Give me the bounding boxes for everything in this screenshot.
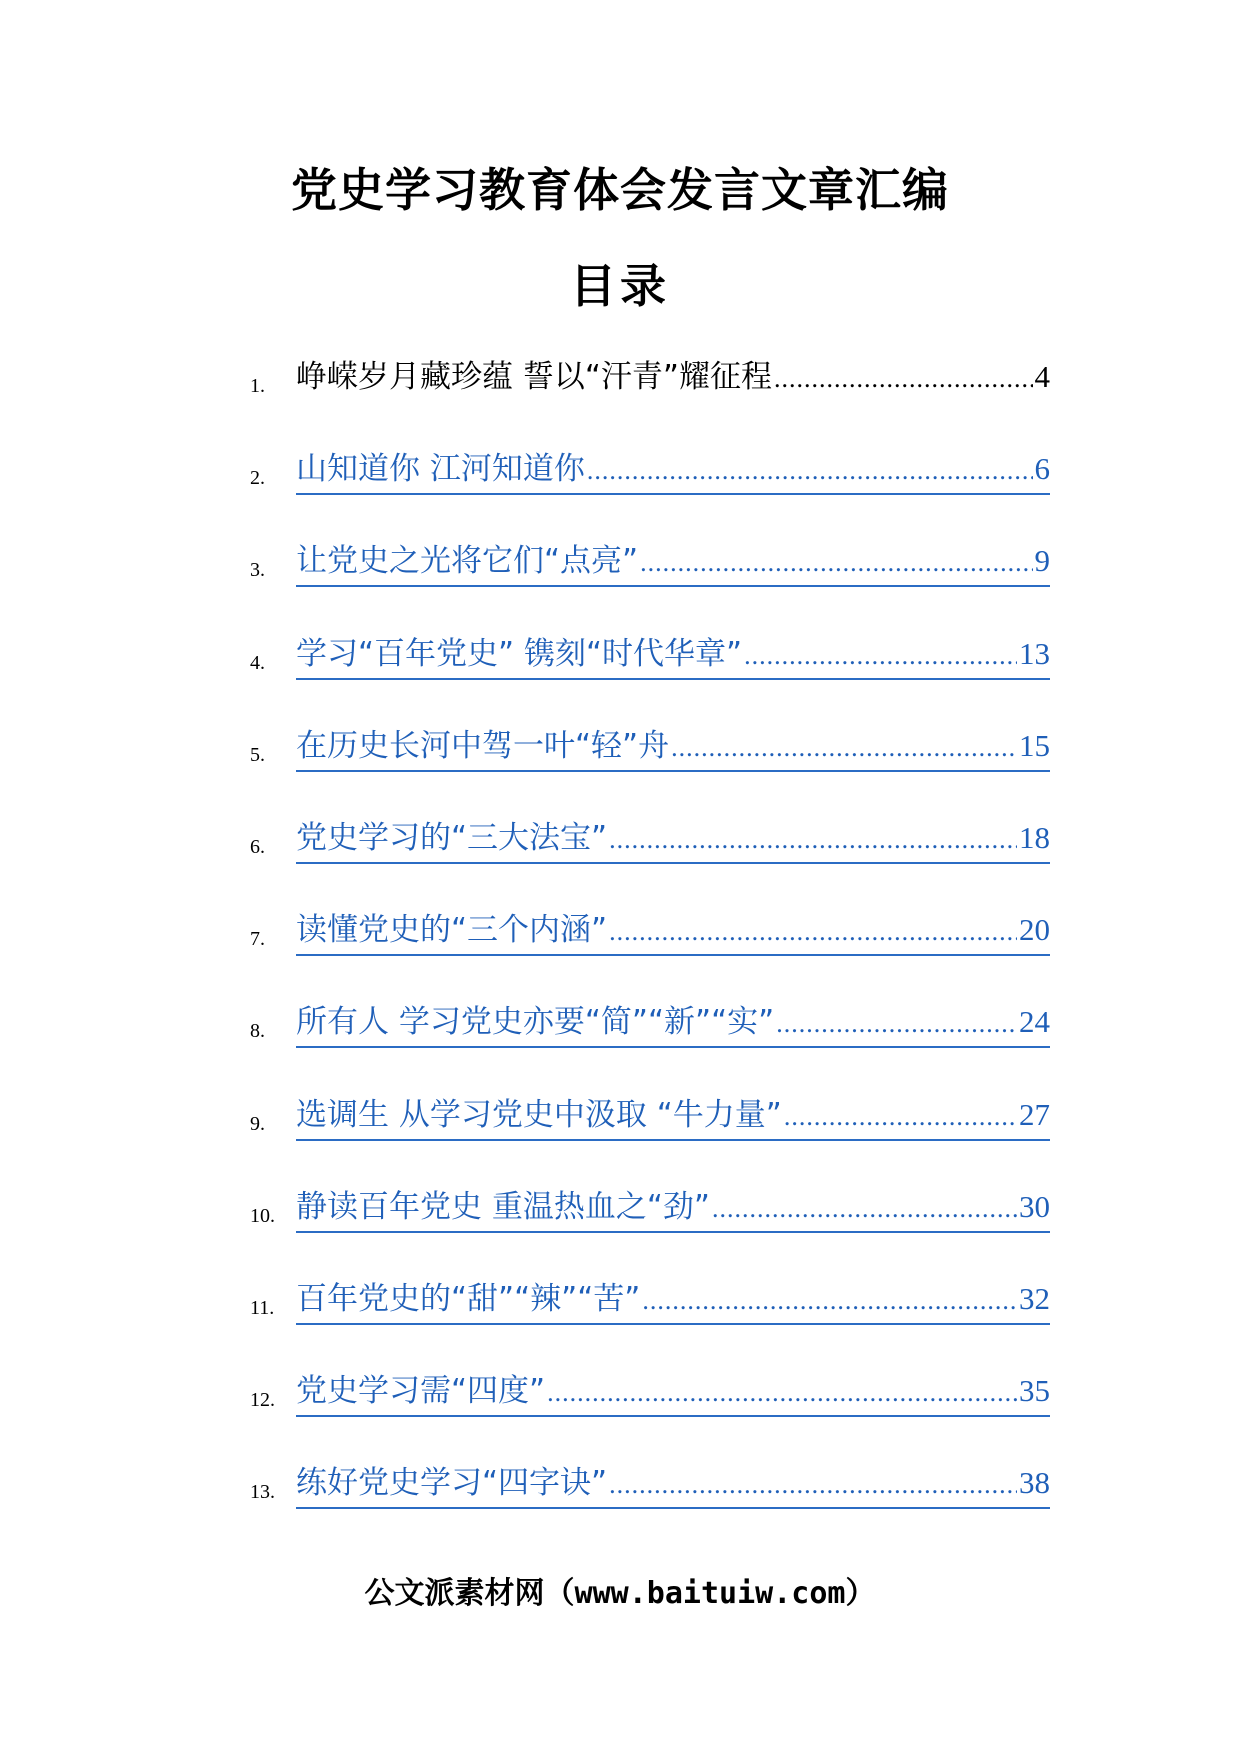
- toc-item-number: 4.: [250, 651, 265, 674]
- footer-close-paren: ）: [845, 1576, 876, 1611]
- toc-item-number: 12.: [250, 1389, 275, 1412]
- toc-item-page: 24: [1019, 1004, 1050, 1040]
- toc-item-number: 11.: [250, 1296, 275, 1319]
- toc-item-link[interactable]: [296, 632, 1050, 680]
- toc-item-number: 2.: [250, 467, 265, 490]
- footer-url: www.baituiw.com: [574, 1576, 846, 1611]
- toc-item-title: 练好党史学习“四字诀”: [296, 1465, 608, 1502]
- toc-leader-dots: [776, 1002, 1017, 1046]
- toc-item: [250, 1272, 1050, 1364]
- document-title: 党史学习教育体会发言文章汇编: [291, 163, 949, 217]
- toc-item-title: 所有人 学习党史亦要“简”“新”“实”: [296, 1004, 775, 1041]
- toc-item: [250, 627, 1050, 719]
- toc-leader-dots: [547, 1371, 1017, 1415]
- toc-leader-dots: [671, 726, 1017, 770]
- toc-item-link[interactable]: [296, 724, 1050, 772]
- toc-item: [250, 903, 1050, 995]
- toc-leader-dots: [609, 818, 1017, 862]
- toc-item-link[interactable]: [296, 1093, 1050, 1141]
- footer-site-name: 公文派素材网: [364, 1576, 545, 1611]
- toc-item-number: 8.: [250, 1020, 265, 1043]
- toc-item-number: 7.: [250, 928, 265, 951]
- toc-item-title: 在历史长河中驾一叶“轻”舟: [296, 727, 670, 764]
- toc-item-page: 18: [1019, 819, 1050, 855]
- toc-item: [250, 1456, 1050, 1548]
- toc-item-title: 选调生 从学习党史中汲取 “牛力量”: [296, 1096, 782, 1133]
- toc-leader-dots: [609, 1463, 1017, 1507]
- toc-item-title: 让党史之光将它们“点亮”: [296, 543, 639, 580]
- toc-item-link[interactable]: [296, 539, 1050, 587]
- toc-item-page: 27: [1019, 1096, 1050, 1132]
- toc-leader-dots: [609, 910, 1017, 954]
- toc-item-title: 静读百年党史 重温热血之“劲”: [296, 1188, 710, 1225]
- footer-open-paren: （: [544, 1576, 575, 1611]
- toc-item: [250, 995, 1050, 1087]
- toc-item: [250, 1088, 1050, 1180]
- toc-leader-dots: [712, 1187, 1017, 1231]
- toc-item-link[interactable]: [296, 908, 1050, 956]
- table-of-contents: [250, 350, 1050, 1548]
- toc-item-link[interactable]: [296, 1185, 1050, 1233]
- toc-item-number: 13.: [250, 1481, 275, 1504]
- toc-item-page: 9: [1034, 543, 1050, 579]
- toc-item: [250, 1180, 1050, 1272]
- toc-item-number: 1.: [250, 375, 265, 397]
- toc-item-page: 38: [1019, 1465, 1050, 1501]
- toc-leader-dots: [642, 1279, 1017, 1323]
- toc-item-title: 读懂党史的“三个内涵”: [296, 912, 608, 949]
- footer: [0, 1572, 1240, 1616]
- toc-item-page: 30: [1019, 1188, 1050, 1224]
- toc-item-link[interactable]: [296, 447, 1050, 495]
- toc-item-link[interactable]: [296, 1000, 1050, 1048]
- toc-item-page: 13: [1019, 635, 1050, 671]
- toc-item-number: 6.: [250, 835, 265, 858]
- toc-item-page: 15: [1019, 727, 1050, 763]
- toc-item-title: 学习“百年党史” 镌刻“时代华章”: [296, 635, 743, 672]
- toc-item-page: 35: [1019, 1373, 1050, 1409]
- toc-item-page: 20: [1019, 912, 1050, 948]
- toc-item: [250, 811, 1050, 903]
- toc-item-number: 3.: [250, 559, 265, 582]
- toc-item-link[interactable]: [296, 1277, 1050, 1325]
- toc-item-page: 32: [1019, 1280, 1050, 1316]
- toc-leader-dots: [587, 449, 1033, 493]
- toc-item-link[interactable]: [296, 1369, 1050, 1417]
- toc-item-link[interactable]: [296, 1461, 1050, 1509]
- toc-item: [250, 719, 1050, 811]
- toc-heading: 目录: [570, 259, 670, 313]
- toc-item-number: 10.: [250, 1204, 275, 1227]
- toc-item-title: 峥嵘岁月藏珍蕴 誓以“汗青”耀征程: [296, 359, 772, 395]
- toc-item-title: 山知道你 江河知道你: [296, 451, 585, 488]
- toc-item: [250, 442, 1050, 534]
- toc-leader-dots: [744, 634, 1017, 678]
- toc-item-number: 9.: [250, 1112, 265, 1135]
- toc-item-page: 6: [1034, 451, 1050, 487]
- toc-item-title: 百年党史的“甜”“辣”“苦”: [296, 1280, 641, 1317]
- toc-item-title: 党史学习需“四度”: [296, 1373, 546, 1410]
- toc-item-link[interactable]: [296, 816, 1050, 864]
- toc-leader-dots: [774, 357, 1033, 401]
- toc-item: [250, 350, 1050, 442]
- toc-item: [250, 534, 1050, 626]
- toc-item: [250, 1364, 1050, 1456]
- toc-item-number: 5.: [250, 743, 265, 766]
- toc-item-link[interactable]: [296, 355, 1050, 401]
- toc-item-page: 4: [1034, 359, 1050, 394]
- toc-leader-dots: [640, 541, 1032, 585]
- toc-leader-dots: [784, 1095, 1017, 1139]
- toc-item-title: 党史学习的“三大法宝”: [296, 819, 608, 856]
